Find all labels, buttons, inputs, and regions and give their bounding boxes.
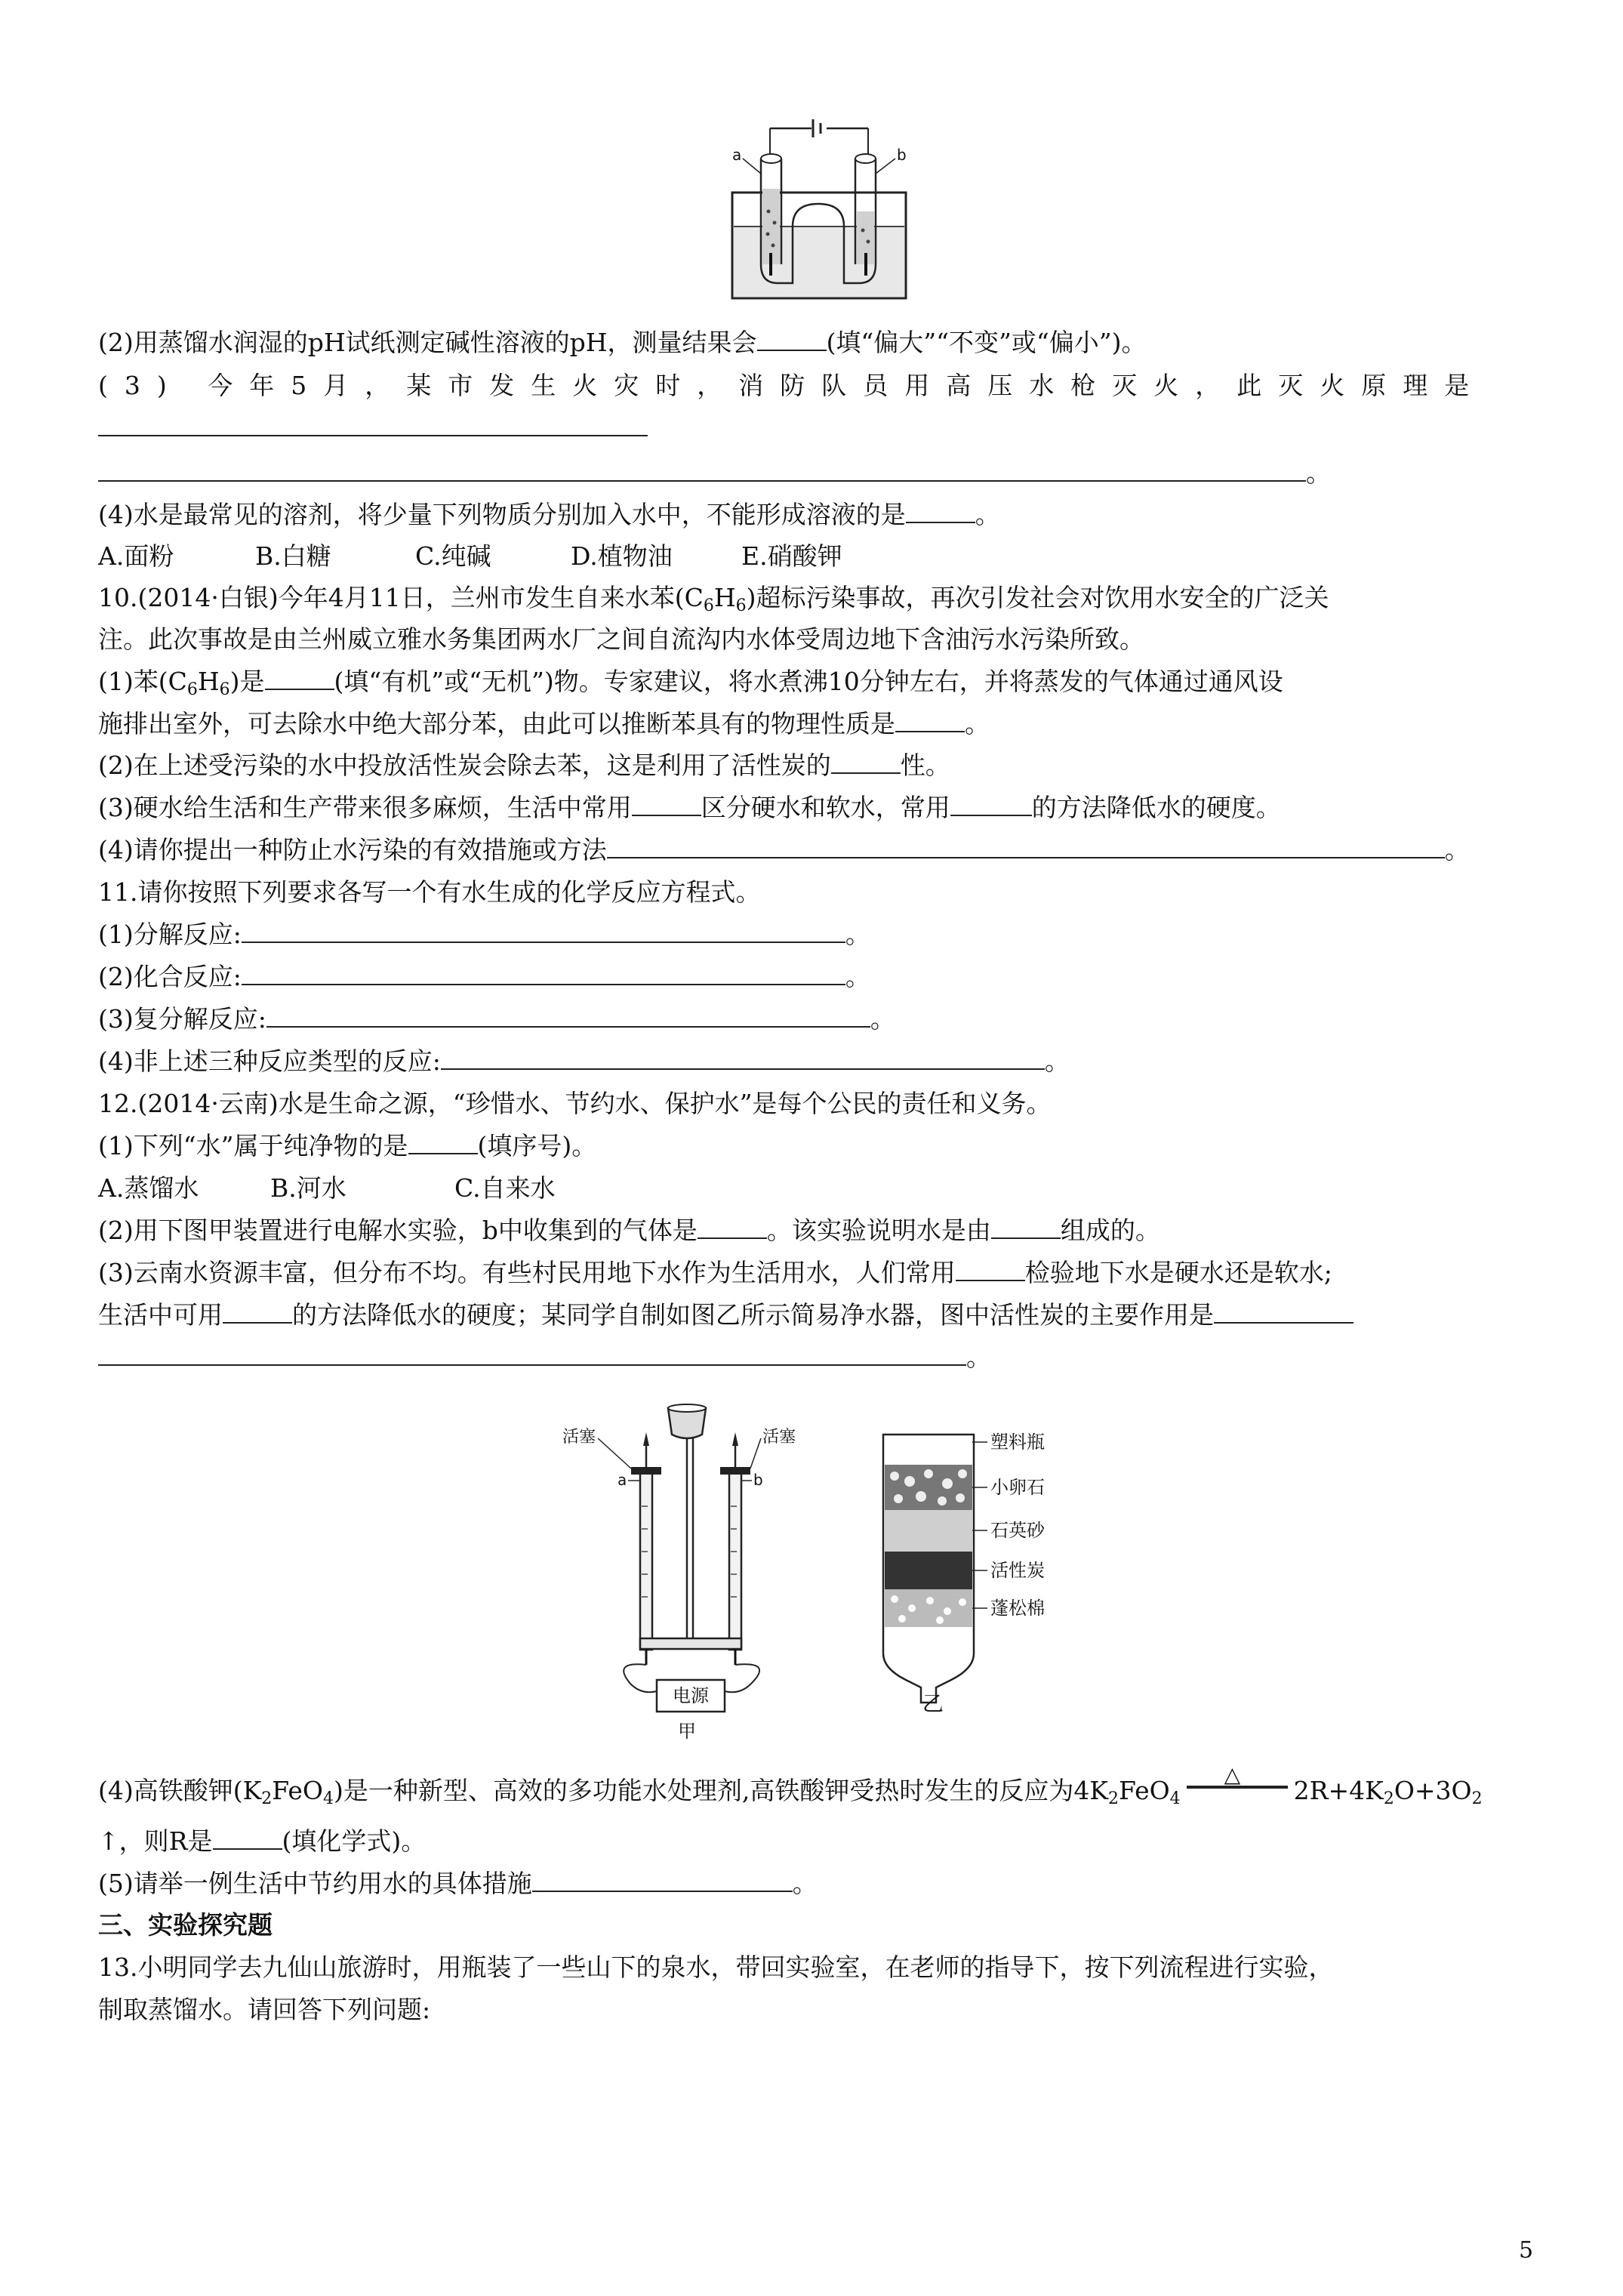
q10-part4: (4)请你提出一种防止水污染的有效措施或方法 。 [98, 835, 1470, 864]
answer-blank[interactable] [242, 961, 845, 985]
label-b: b [753, 1471, 763, 1489]
answer-blank[interactable] [698, 1215, 767, 1239]
q10-stem-line2: 注。此次事故是由兰州威立雅水务集团两水厂之间自流沟内水体受周边地下含油污水污染所致。 [98, 624, 1144, 654]
q12-part4: (4)高铁酸钾$(K_2FeO_4)$是一种新型、高效的多功能水处理剂,高铁酸钾受热时发生的反应为$4K_2FeO_4$ △ $2R+4K_2O+3O_2$ [98, 1774, 1532, 1816]
label-cotton: 蓬松棉 [990, 1598, 1045, 1619]
answer-blank[interactable] [757, 327, 827, 351]
heat-symbol: △ [1224, 1762, 1241, 1787]
label-pebbles: 小卵石 [990, 1477, 1045, 1498]
answer-blank[interactable] [831, 750, 901, 774]
stopcock-right-label: 活塞 [762, 1428, 796, 1447]
option: E.硝酸钾 [741, 541, 842, 571]
q13-stem-line2: 制取蒸馏水。请回答下列问题: [98, 1995, 431, 2024]
q9-part3-line2 [98, 411, 1532, 445]
answer-blank[interactable] [632, 792, 701, 816]
q12-part1: (1)下列“水”属于纯净物的是 (填序号)。 [98, 1131, 597, 1160]
option: B.白糖 [255, 541, 331, 571]
q12-part5: (5)请举一例生活中节约用水的具体措施 。 [98, 1869, 818, 1898]
answer-blank[interactable] [98, 412, 648, 436]
q9-options [98, 540, 1532, 573]
stopcock-left-label: 活塞 [562, 1428, 596, 1447]
q11-item3: (3)复分解反应: 。 [98, 1004, 895, 1034]
q9-part3-line3: 。 [98, 457, 1532, 490]
q11-item2: (2)化合反应: 。 [98, 962, 870, 991]
figure-caption-jia: 甲 [678, 1721, 696, 1742]
answer-blank[interactable] [895, 708, 965, 732]
label-activated-carbon: 活性炭 [990, 1560, 1045, 1581]
answer-blank[interactable] [906, 499, 975, 523]
q9-part4: (4)水是最常见的溶剂，将少量下列物质分别加入水中，不能形成溶液的是 。 [98, 500, 1000, 529]
q12-part3-line2: 生活中可用 的方法降低水的硬度；某同学自制如图乙所示简易净水器，图中活性炭的主要作用是 [98, 1299, 1532, 1332]
answer-blank[interactable] [408, 1130, 478, 1154]
q11-stem: 11.请你按照下列要求各写一个有水生成的化学反应方程式。 [98, 877, 761, 907]
option: D.植物油 [571, 541, 673, 571]
q13-stem: 13.小明同学去九仙山旅游时，用瓶装了一些山下的泉水，带回实验室，在老师的指导下，按下列流程进行实验， [98, 1952, 1334, 1982]
electrolysis-jia-figure [559, 1401, 815, 1718]
answer-blank[interactable] [441, 1046, 1045, 1070]
electrolysis-apparatus-figure [725, 113, 913, 306]
q12-part3: (3)云南水资源丰富，但分布不均。有些村民用地下水作为生活用水，人们常用 检验地下水是硬水还是软水; [98, 1258, 1332, 1287]
q10-part1-line2: 施排出室外，可去除水中绝大部分苯，由此可以推断苯具有的物理性质是 。 [98, 709, 990, 738]
q10-part2: (2)在上述受污染的水中投放活性炭会除去苯，这是利用了活性炭的 性。 [98, 750, 950, 780]
option: C.纯碱 [415, 541, 491, 571]
option: C.自来水 [454, 1173, 556, 1203]
q11-item1: (1)分解反应: 。 [98, 920, 870, 949]
answer-blank[interactable] [266, 1003, 870, 1028]
answer-blank[interactable] [98, 1342, 966, 1366]
q12-part2: (2)用下图甲装置进行电解水实验，b中收集到的气体是 。该实验说明水是由 组成的。 [98, 1216, 1160, 1245]
page-number: 5 [1519, 2237, 1534, 2264]
answer-blank[interactable] [265, 666, 334, 690]
answer-blank[interactable] [607, 834, 1445, 858]
answer-blank[interactable] [98, 458, 1306, 482]
answer-blank[interactable] [950, 792, 1032, 816]
label-plastic-bottle: 塑料瓶 [990, 1432, 1045, 1453]
q9-part2: (2)用蒸馏水润湿的pH试纸测定碱性溶液的pH，测量结果会 (填“偏大”“不变”或“偏小”)。 [98, 328, 1147, 357]
label-a: a [732, 146, 742, 164]
power-label: 电源 [673, 1685, 709, 1706]
label-quartz-sand: 石英砂 [990, 1520, 1045, 1541]
q12-part4-line2: ↑，则R是 (填化学式)。 [98, 1826, 427, 1856]
q10-part1: (1)苯$(C_6H_6)$是 (填“有机”或“无机”)物。专家建议，将水煮沸10分钟左右，并将蒸发的气体通过通风设 [98, 667, 1283, 699]
option: A.蒸馏水 [98, 1173, 199, 1203]
figure-caption-yi: 乙 [922, 1691, 944, 1716]
q10-stem: 10.(2014·白银)今年4月11日，兰州市发生自来水苯$(C_6H_6)$超标污染事故，再次引发社会对饮用水安全的广泛关 [98, 583, 1329, 615]
option: B.河水 [270, 1173, 346, 1203]
q9-part3: (3) 今年5月，某市发生火灾时，消防队员用高压水枪灭火，此灭火原理是 [98, 371, 1486, 400]
label-b: b [897, 146, 907, 164]
answer-blank[interactable] [1214, 1299, 1354, 1324]
answer-blank[interactable] [991, 1215, 1061, 1239]
option: A.面粉 [98, 541, 174, 571]
q10-part3: (3)硬水给生活和生产带来很多麻烦，生活中常用 区分硬水和软水，常用 的方法降低水的硬度。 [98, 793, 1281, 822]
q12-stem: 12.(2014·云南)水是生命之源，“珍惜水、节约水、保护水”是每个公民的责任和义务。 [98, 1089, 1052, 1118]
q12-options [98, 1172, 1532, 1205]
answer-blank[interactable] [223, 1299, 292, 1324]
heating-arrow [1181, 1762, 1294, 1804]
section-heading: 三、实验探究题 [98, 1910, 273, 1940]
answer-blank[interactable] [956, 1257, 1025, 1281]
q12-part3-line3: 。 [98, 1341, 1532, 1374]
q11-item4: (4)非上述三种反应类型的反应: 。 [98, 1046, 1070, 1076]
label-a: a [617, 1471, 627, 1489]
water-purifier-yi-figure [876, 1427, 1072, 1706]
answer-blank[interactable] [242, 919, 845, 943]
answer-blank[interactable] [213, 1826, 282, 1850]
answer-blank[interactable] [532, 1868, 793, 1892]
